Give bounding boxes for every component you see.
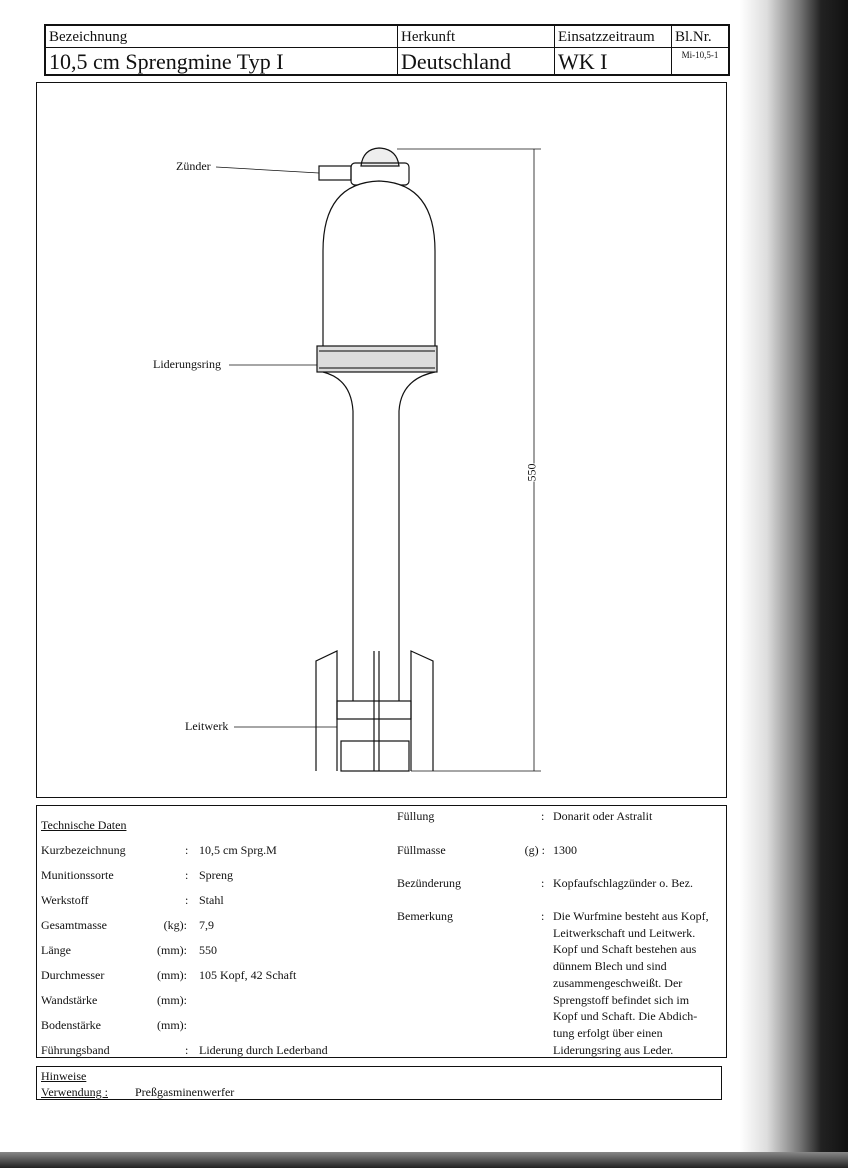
tech-value: 105 Kopf, 42 Schaft — [199, 968, 297, 982]
remark-line: Leitwerkschaft und Leitwerk. — [553, 925, 696, 940]
tech-right-label: Bezünderung — [397, 876, 461, 890]
colon: : — [541, 876, 545, 890]
header-table — [44, 24, 730, 76]
colon: : — [185, 1043, 189, 1057]
usage-value: Preßgasminenwerfer — [135, 1085, 235, 1099]
remark-line: Sprengstoff befindet sich im — [553, 992, 690, 1007]
tech-right-label: Füllmasse — [397, 843, 446, 857]
remark-line: Kopf und Schaft. Die Abdich- — [553, 1009, 698, 1024]
tech-right-value: 1300 — [553, 843, 577, 857]
tech-label: Gesamtmasse — [41, 918, 107, 932]
designation-value: 10,5 cm Sprengmine Typ I — [46, 48, 398, 76]
tech-value: Spreng — [199, 868, 233, 882]
remark-line: Die Wurfmine besteht aus Kopf, — [553, 909, 709, 923]
remark-line: tung erfolgt über einen — [553, 1025, 663, 1040]
label-origin: Herkunft — [398, 26, 555, 48]
label-ring: Liderungsring — [153, 357, 221, 371]
tech-value: 7,9 — [199, 918, 214, 932]
tech-right-label: Bemerkung — [397, 909, 453, 923]
label-fuze: Zünder — [176, 159, 211, 173]
tech-label: Wandstärke — [41, 993, 98, 1007]
page-binding-shadow — [740, 0, 848, 1168]
tech-label: Munitionssorte — [41, 868, 114, 882]
usage-label: Verwendung : — [41, 1085, 108, 1099]
mine-drawing — [37, 83, 728, 799]
tech-value: 10,5 cm Sprg.M — [199, 843, 277, 857]
colon: : — [541, 809, 545, 823]
remark-line: zusammengeschweißt. Der — [553, 975, 683, 990]
drawing-frame — [36, 82, 727, 798]
tech-unit: (mm): — [157, 968, 187, 982]
tech-value: Stahl — [199, 893, 224, 907]
tech-label: Kurzbezeichnung — [41, 843, 126, 857]
tech-right-label: Füllung — [397, 809, 435, 823]
label-designation: Bezeichnung — [46, 26, 398, 48]
scan-edge — [0, 1152, 848, 1168]
tech-unit: (mm): — [157, 943, 187, 957]
colon: : — [541, 909, 545, 923]
origin-value: Deutschland — [398, 48, 555, 76]
tech-right-value: Kopfaufschlagzünder o. Bez. — [553, 876, 693, 890]
technical-data-frame — [36, 805, 727, 1058]
dimension-length: 550 — [524, 463, 539, 482]
tech-unit: (mm): — [157, 993, 187, 1007]
tech-label: Werkstoff — [41, 893, 89, 907]
label-sheet: Bl.Nr. — [672, 26, 728, 48]
tech-value: 550 — [199, 943, 217, 957]
tech-right-unit: (g) : — [524, 843, 545, 857]
tech-label: Führungsband — [41, 1043, 110, 1057]
colon: : — [185, 868, 189, 882]
period-value: WK I — [555, 48, 672, 76]
tech-value: Liderung durch Lederband — [199, 1043, 328, 1057]
tech-unit: (mm): — [157, 1018, 187, 1032]
tech-label: Durchmesser — [41, 968, 105, 982]
sheet-value: Mi-10,5-1 — [681, 50, 719, 60]
remark-line: Kopf und Schaft bestehen aus — [553, 942, 697, 957]
remark-line: Liderungsring aus Leder. — [553, 1042, 674, 1057]
label-fins: Leitwerk — [185, 719, 229, 733]
tech-title: Technische Daten — [41, 818, 127, 832]
colon: : — [185, 893, 189, 907]
tech-label: Bodenstärke — [41, 1018, 101, 1032]
tech-right-value: Donarit oder Astralit — [553, 809, 653, 823]
colon: : — [185, 843, 189, 857]
remark-line: dünnem Blech und sind — [553, 959, 667, 974]
notes-title: Hinweise — [41, 1069, 87, 1083]
label-period: Einsatzzeitraum — [555, 26, 672, 48]
tech-unit: (kg): — [163, 918, 187, 932]
tech-label: Länge — [41, 943, 71, 957]
notes-frame — [36, 1066, 722, 1100]
